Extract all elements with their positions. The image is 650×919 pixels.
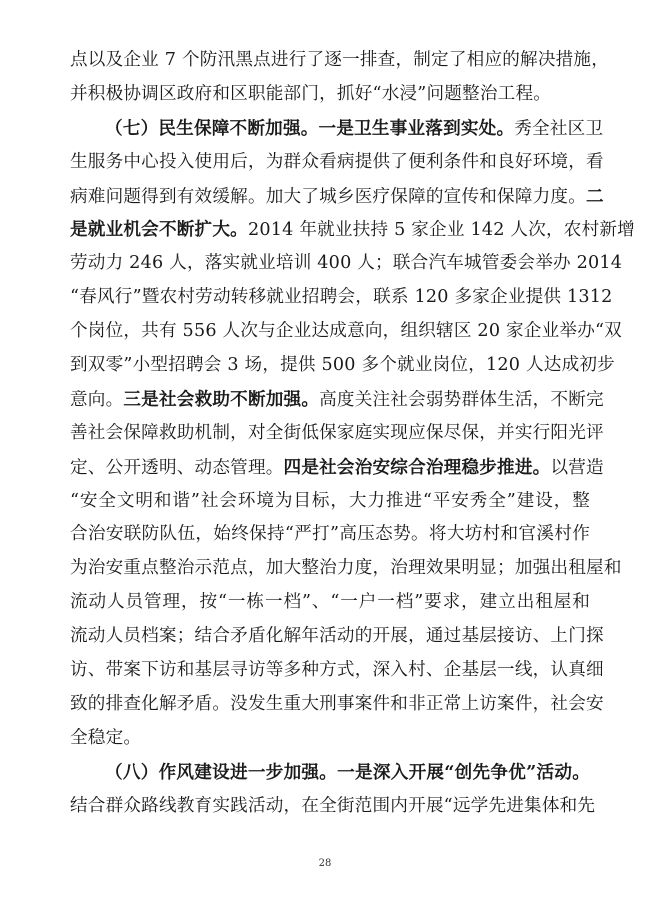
text-segment: “安全文明和谐”社会环境为目标，大力推进“平安秀全”建设，整 [70, 490, 590, 511]
text-segment: 劳动力 246 人，落实就业培训 400 人；联合汽车城管委会举办 2014 [70, 253, 623, 274]
text-segment: 病难问题得到有效缓解。加大了城乡医疗保障的宣传和保障力度。 [70, 186, 587, 207]
text-segment: 个岗位，共有 556 人次与企业达成意向，组织辖区 20 家企业举办“双 [70, 321, 622, 342]
text-segment: 为治安重点整治示范点，加大整治力度，治理效果明显；加强出租屋和 [70, 558, 622, 579]
text-line [70, 722, 590, 756]
text-line [70, 247, 623, 281]
text-segment: 流动人员档案；结合矛盾化解年活动的开展，通过基层接访、上门探 [70, 626, 604, 647]
text-segment: 致的排查化解矛盾。没发生重大刑事案件和非正常上访案件，社会安 [70, 693, 604, 714]
text-line [70, 281, 613, 315]
text-line [70, 586, 590, 620]
text-line [70, 383, 604, 417]
bold-heading-segment: 一是深入开展“创先争优”活动。 [337, 761, 590, 783]
text-line [70, 654, 604, 688]
text-line [70, 620, 604, 654]
text-segment: 结合群众路线教育实践活动，在全街范围内开展“远学先进集体和先 [70, 795, 596, 816]
text-segment: 到双零”小型招聘会 3 场，提供 500 多个就业岗位，120 人达成初步 [70, 355, 615, 376]
body-text [70, 44, 635, 823]
text-line [70, 349, 615, 383]
text-segment: 点以及企业 7 个防汛黑点进行了逐一排查，制定了相应的解决措施， [70, 50, 610, 70]
bold-heading-segment: 二 [586, 185, 604, 207]
text-segment: 意向。 [70, 389, 124, 410]
text-line [70, 417, 604, 451]
text-segment: 并积极协调区政府和区职能部门，抓好“水浸”问题整治工程。 [70, 83, 552, 104]
text-segment: 高度关注社会弱势群体生活，不断完 [319, 389, 604, 410]
text-line [70, 213, 635, 247]
text-line [70, 518, 590, 552]
bold-heading-segment: （七）民生保障不断加强。 [105, 117, 319, 139]
text-line [70, 112, 604, 146]
text-segment: 善社会保障救助机制，对全街低保家庭实现应保尽保，并实行阳光评 [70, 422, 604, 443]
text-line [70, 451, 604, 485]
bold-heading-segment: 四是社会治安综合治理稳步推进。 [283, 456, 551, 478]
text-segment: 2014 年就业扶持 5 家企业 142 人次，农村新增 [247, 220, 635, 241]
text-line [70, 146, 604, 180]
bold-heading-segment: 一是卫生事业落到实处。 [318, 117, 515, 139]
bold-heading-segment: 三是社会救助不断加强。 [123, 388, 320, 410]
text-line [70, 790, 596, 824]
text-segment: “春风行”暨农村劳动转移就业招聘会，联系 120 多家企业提供 1312 [70, 287, 613, 308]
text-segment: 定、公开透明、动态管理。 [70, 457, 284, 478]
text-segment: 流动人员管理，按“一栋一档”、“一户一档”要求，建立出租屋和 [70, 592, 590, 613]
text-segment: 以营造 [550, 457, 604, 478]
text-line [70, 688, 604, 722]
text-segment: 生服务中心投入使用后，为群众看病提供了便利条件和良好环境，看 [70, 151, 604, 172]
text-line [70, 44, 610, 78]
text-line [70, 78, 590, 112]
text-segment: 访、带案下访和基层寻访等多种方式，深入村、企基层一线，认真细 [70, 660, 604, 681]
text-segment: 全稳定。 [70, 727, 142, 748]
text-line [70, 485, 590, 519]
bold-heading-segment: 是就业机会不断扩大。 [70, 219, 248, 241]
text-segment: 合治安联防队伍，始终保持“严打”高压态势。将大坊村和官溪村作 [70, 524, 590, 545]
text-line [70, 552, 622, 586]
text-segment: 秀全社区卫 [514, 118, 604, 139]
text-line [70, 756, 590, 790]
text-line [70, 180, 604, 214]
text-line [70, 315, 622, 349]
page-number: 28 [318, 858, 332, 869]
bold-heading-segment: （八）作风建设进一步加强。 [105, 761, 338, 783]
